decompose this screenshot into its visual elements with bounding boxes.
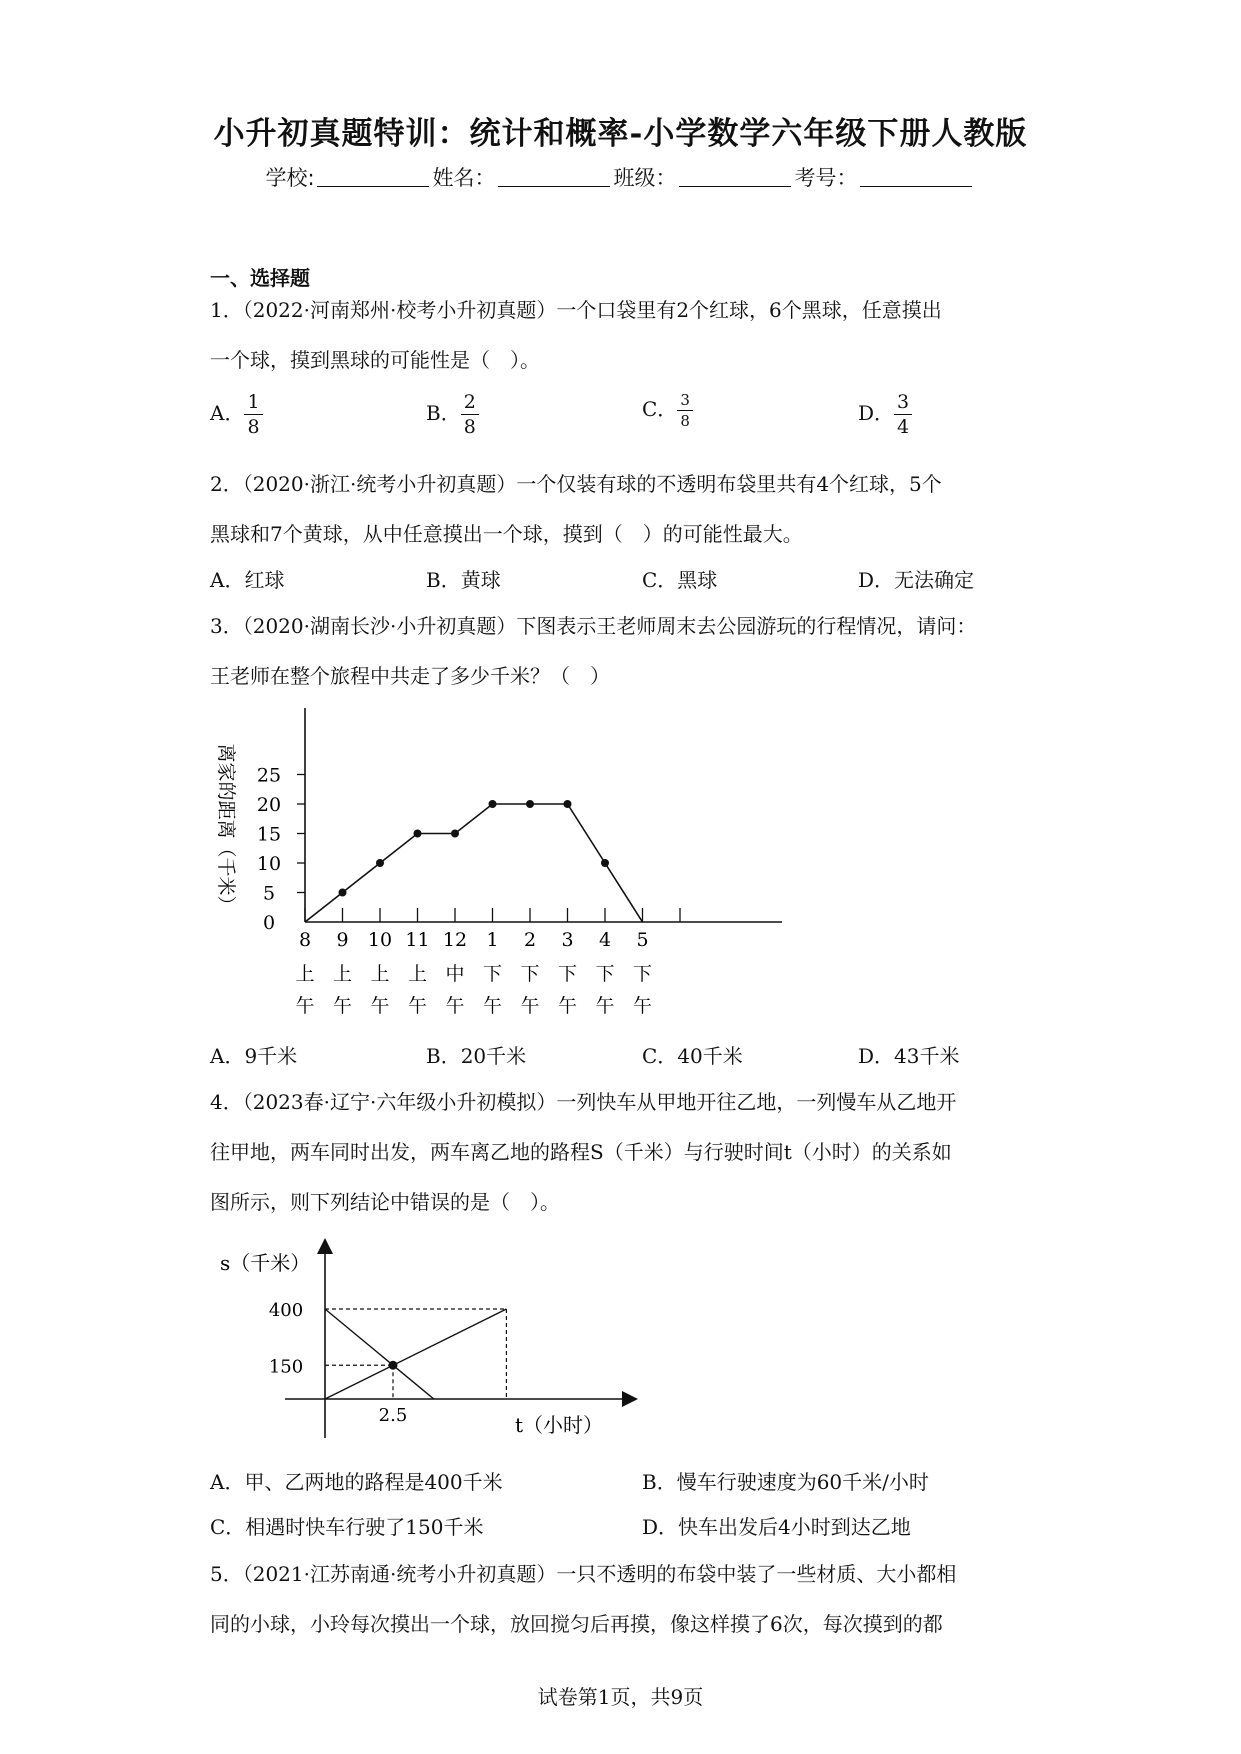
school-blank bbox=[317, 168, 429, 187]
school-label: 学校: bbox=[265, 166, 315, 190]
train-distance-chart bbox=[200, 1236, 640, 1446]
x-tick-period: 上 bbox=[332, 963, 353, 985]
x-tick-period: 上 bbox=[295, 963, 315, 985]
fraction-numerator: 3 bbox=[677, 390, 693, 411]
train-line-rising bbox=[325, 1309, 506, 1399]
question-2-line-2: 黑球和7个黄球，从中任意摸出一个球，摸到（ ）的可能性最大。 bbox=[210, 522, 803, 546]
x-axis-label: t（小时） bbox=[515, 1413, 604, 1437]
y-tick-label: 400 bbox=[268, 1300, 304, 1321]
trip-point bbox=[376, 859, 384, 867]
x-tick-period-suffix: 午 bbox=[520, 995, 540, 1017]
x-tick-label: 12 bbox=[442, 929, 468, 951]
fraction-numerator: 2 bbox=[461, 390, 479, 415]
y-tick-label: 25 bbox=[256, 764, 282, 787]
trip-point bbox=[489, 800, 497, 808]
question-4-line-1: 4．（2023春·辽宁·六年级小升初模拟）一列快车从甲地开往乙地，一列慢车从乙地开 bbox=[210, 1090, 957, 1114]
fraction bbox=[677, 390, 693, 431]
fraction-denominator: 8 bbox=[463, 416, 476, 438]
section-heading: 一、选择题 bbox=[210, 266, 310, 290]
name-blank bbox=[498, 168, 610, 187]
option-letter: B． bbox=[426, 401, 461, 425]
class-label: 班级： bbox=[613, 166, 677, 190]
distance-time-chart bbox=[200, 700, 800, 1020]
x-tick-period: 上 bbox=[407, 963, 428, 985]
x-tick-period: 上 bbox=[370, 963, 390, 985]
question-1-option-b bbox=[426, 390, 479, 439]
question-2-option-c: C．黑球 bbox=[642, 568, 718, 592]
x-tick-period-suffix: 午 bbox=[370, 995, 390, 1017]
trip-point bbox=[451, 830, 459, 838]
x-tick-period-suffix: 午 bbox=[632, 995, 653, 1017]
fraction bbox=[894, 390, 912, 439]
fraction-denominator: 8 bbox=[680, 412, 690, 430]
option-letter: C． bbox=[642, 397, 678, 421]
x-tick-period-suffix: 午 bbox=[407, 995, 428, 1017]
y-tick-label: 150 bbox=[268, 1356, 304, 1378]
x-tick-period: 下 bbox=[557, 963, 578, 985]
trip-point bbox=[414, 830, 422, 838]
x-tick-label: 2.5 bbox=[378, 1405, 408, 1426]
question-4-option-b: B．慢车行驶速度为60千米/小时 bbox=[642, 1470, 929, 1494]
x-tick-period-suffix: 午 bbox=[332, 995, 353, 1017]
option-letter: A． bbox=[210, 401, 245, 425]
question-1-line-2: 一个球，摸到黑球的可能性是（ ）。 bbox=[210, 348, 540, 372]
question-2-option-a: A．红球 bbox=[210, 568, 285, 592]
y-tick-label: 10 bbox=[256, 853, 282, 875]
fraction-numerator: 1 bbox=[244, 390, 262, 415]
question-4-option-d: D．快车出发后4小时到达乙地 bbox=[642, 1515, 911, 1539]
x-tick-label: 5 bbox=[636, 929, 649, 951]
x-tick-label: 3 bbox=[561, 929, 574, 951]
x-tick-period-suffix: 午 bbox=[482, 995, 503, 1017]
question-3-option-a: A．9千米 bbox=[210, 1044, 298, 1068]
question-4-line-3: 图所示，则下列结论中错误的是（ ）。 bbox=[210, 1190, 560, 1214]
x-tick-period: 下 bbox=[595, 963, 615, 985]
question-1-option-d bbox=[858, 390, 912, 439]
y-tick-label: 0 bbox=[262, 912, 276, 934]
trip-point bbox=[564, 800, 572, 808]
question-5-line-1: 5．（2021·江苏南通·统考小升初真题）一只不透明的布袋中装了一些材质、大小都相 bbox=[210, 1562, 957, 1586]
question-2-line-1: 2．（2020·浙江·统考小升初真题）一个仅装有球的不透明布袋里共有4个红球，5个 bbox=[210, 472, 942, 496]
name-label: 姓名： bbox=[432, 166, 496, 190]
x-tick-label: 4 bbox=[598, 929, 612, 951]
y-tick-label: 20 bbox=[256, 794, 282, 816]
fraction-denominator: 8 bbox=[247, 416, 260, 438]
x-tick-label: 1 bbox=[486, 929, 499, 951]
question-2-option-d: D．无法确定 bbox=[858, 568, 975, 592]
fraction bbox=[244, 390, 262, 439]
x-tick-label: 9 bbox=[336, 929, 349, 951]
question-1-line-1: 1．（2022·河南郑州·校考小升初真题）一个口袋里有2个红球，6个黑球，任意摸出 bbox=[210, 298, 942, 322]
trip-point bbox=[601, 859, 609, 867]
question-3-option-d: D．43千米 bbox=[858, 1044, 960, 1068]
x-tick-label: 8 bbox=[298, 929, 312, 951]
question-2-option-b: B．黄球 bbox=[426, 568, 501, 592]
question-3-line-2: 王老师在整个旅程中共走了多少千米？（ ） bbox=[210, 664, 610, 688]
x-tick-period-suffix: 午 bbox=[295, 995, 315, 1017]
question-3-option-c: C．40千米 bbox=[642, 1044, 743, 1068]
x-tick-period: 中 bbox=[445, 963, 465, 985]
x-tick-label: 2 bbox=[523, 929, 537, 951]
x-tick-period-suffix: 午 bbox=[557, 995, 578, 1017]
class-blank bbox=[679, 168, 791, 187]
student-info-line bbox=[0, 162, 1241, 192]
option-letter: D． bbox=[858, 401, 895, 425]
x-tick-period-suffix: 午 bbox=[595, 995, 615, 1017]
trip-point bbox=[339, 889, 347, 897]
question-3-option-b: B．20千米 bbox=[426, 1044, 527, 1068]
page-title: 小升初真题特训：统计和概率-小学数学六年级下册人教版 bbox=[213, 116, 1028, 152]
y-tick-label: 15 bbox=[256, 823, 282, 846]
x-tick-period: 下 bbox=[520, 963, 540, 985]
fraction-numerator: 3 bbox=[894, 390, 912, 415]
page-footer: 试卷第1页，共9页 bbox=[537, 1685, 704, 1709]
x-tick-period-suffix: 午 bbox=[445, 995, 465, 1017]
trip-point bbox=[526, 800, 534, 808]
y-tick-label: 5 bbox=[262, 882, 276, 905]
x-tick-period: 下 bbox=[632, 963, 653, 985]
fraction-denominator: 4 bbox=[897, 416, 910, 438]
question-1-option-c bbox=[642, 390, 693, 431]
question-5-line-2: 同的小球，小玲每次摸出一个球，放回搅匀后再摸，像这样摸了6次，每次摸到的都 bbox=[210, 1612, 943, 1636]
x-tick-period: 下 bbox=[482, 963, 503, 985]
fraction bbox=[461, 390, 479, 439]
y-axis-label: 离家的距离（千米） bbox=[215, 743, 237, 915]
question-3-line-1: 3．（2020·湖南长沙·小升初真题）下图表示王老师周末去公园游玩的行程情况，请问： bbox=[210, 614, 977, 638]
question-1-option-a bbox=[210, 390, 263, 439]
train-line-falling bbox=[325, 1309, 434, 1399]
question-4-option-a: A．甲、乙两地的路程是400千米 bbox=[210, 1470, 503, 1494]
trip-line bbox=[305, 804, 643, 922]
exam-number-label: 考号： bbox=[794, 166, 858, 190]
x-tick-label: 11 bbox=[405, 929, 430, 951]
y-axis-label: s（千米） bbox=[220, 1251, 311, 1275]
question-4-option-c: C．相遇时快车行驶了150千米 bbox=[210, 1515, 484, 1539]
x-tick-label: 10 bbox=[367, 929, 393, 951]
exam-number-blank bbox=[860, 168, 972, 187]
question-4-line-2: 往甲地，两车同时出发，两车离乙地的路程S（千米）与行驶时间t（小时）的关系如 bbox=[210, 1140, 952, 1164]
meeting-point bbox=[389, 1361, 398, 1370]
